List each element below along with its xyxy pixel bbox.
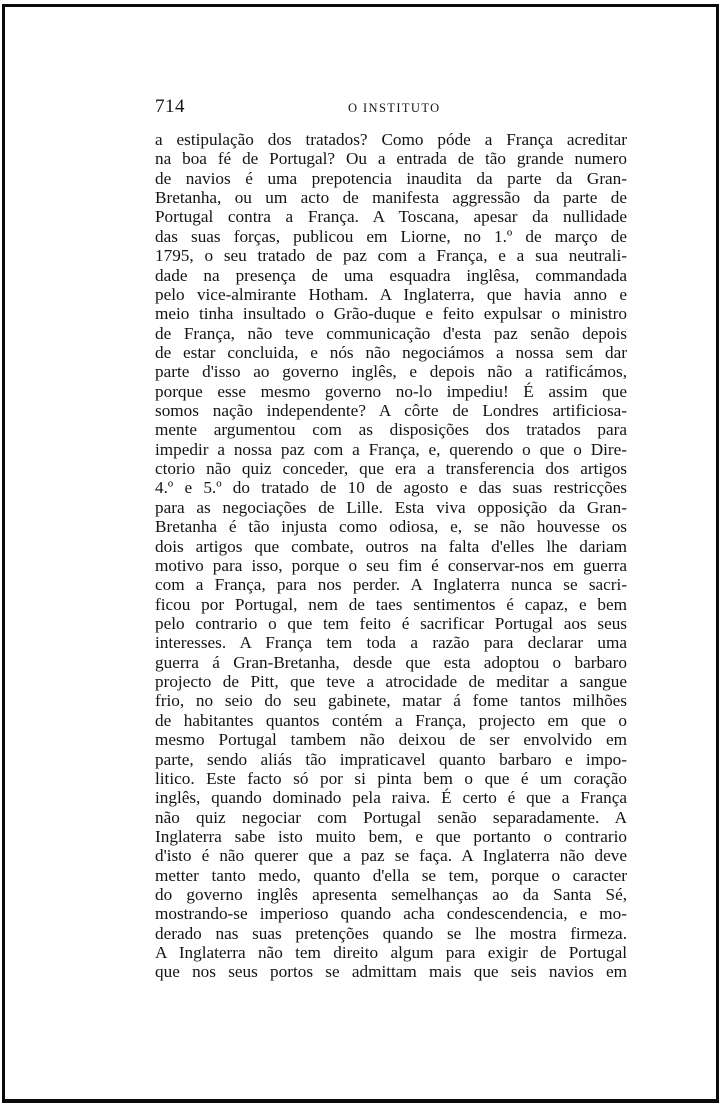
text-line: porque esse mesmo governo no-lo impediu! É assim que xyxy=(155,381,627,401)
text-line: Inglaterra sabe isto muito bem, e que portanto o contrario xyxy=(155,826,627,846)
text-line: motivo para isso, porque o seu fim é conservar-nos em guerra xyxy=(155,555,627,575)
text-line: ctorio não quiz conceder, que era a transferencia dos artigos xyxy=(155,459,627,479)
text-line: na boa fé de Portugal? Ou a entrada de tão grande numero xyxy=(155,149,627,169)
text-line: meio tinha insultado o Grão-duque e feito expulsar o ministro xyxy=(155,304,627,324)
text-line: 1795, o seu tratado de paz com a França, e a sua neutrali- xyxy=(155,246,627,266)
text-line: mesmo Portugal tambem não deixou de ser envolvido em xyxy=(155,730,627,750)
text-line: de França, não teve communicação d'esta paz senão depois xyxy=(155,323,627,343)
text-line: ficou por Portugal, nem de taes sentimentos é capaz, e bem xyxy=(155,594,627,614)
text-line: d'isto é não querer que a paz se faça. A Inglaterra não deve xyxy=(155,846,627,866)
text-line: Bretanha, ou um acto de manifesta aggressão da parte de xyxy=(155,188,627,208)
text-line: para as negociações de Lille. Esta viva opposição da Gran- xyxy=(155,497,627,517)
running-title: O INSTITUTO xyxy=(348,101,441,115)
text-line: Bretanha é tão injusta como odiosa, e, se não houvesse os xyxy=(155,517,627,537)
text-line: parte d'isso ao governo inglês, e depois não a ratificámos, xyxy=(155,362,627,382)
text-line: de habitantes quantos contém a França, projecto em que o xyxy=(155,710,627,730)
text-line: mostrando-se imperioso quando acha condescendencia, e mo- xyxy=(155,904,627,924)
text-line: mente argumentou com as disposições dos tratados para xyxy=(155,420,627,440)
text-line: com a França, para nos perder. A Inglaterra nunca se sacri- xyxy=(155,575,627,595)
text-line: parte, sendo aliás tão impraticavel quanto barbaro e impo- xyxy=(155,749,627,769)
body-text xyxy=(155,130,627,982)
text-line: litico. Este facto só por si pinta bem o que é um coração xyxy=(155,768,627,788)
text-line: impedir a nossa paz com a França, e, querendo o que o Dire- xyxy=(155,439,627,459)
text-line: a estipulação dos tratados? Como póde a França acreditar xyxy=(155,130,627,149)
text-line: frio, no seio do seu gabinete, matar á fome tantos milhões xyxy=(155,691,627,711)
text-line: guerra á Gran-Bretanha, desde que esta adoptou o barbaro xyxy=(155,652,627,672)
text-line: metter tanto medo, quanto d'ella se tem, porque o caracter xyxy=(155,865,627,885)
text-line: pelo vice-almirante Hotham. A Inglaterra, que havia anno e xyxy=(155,284,627,304)
text-line: de estar concluida, e nós não negociámos a nossa sem dar xyxy=(155,342,627,362)
text-line: interesses. A França tem toda a razão para declarar uma xyxy=(155,633,627,653)
text-line: de navios é uma prepotencia inaudita da parte da Gran- xyxy=(155,168,627,188)
text-line: Portugal contra a França. A Toscana, apesar da nullidade xyxy=(155,207,627,227)
text-line: não quiz negociar com Portugal senão separadamente. A xyxy=(155,807,627,827)
text-line: dois artigos que combate, outros na falta d'elles lhe dariam xyxy=(155,536,627,556)
text-line: do governo inglês apresenta semelhanças ao da Santa Sé, xyxy=(155,885,627,905)
text-line: inglês, quando dominado pela raiva. É certo é que a França xyxy=(155,788,627,808)
text-line: das suas forças, publicou em Liorne, no 1.º de março de xyxy=(155,226,627,246)
text-line: 4.º e 5.º do tratado de 10 de agosto e das suas restricções xyxy=(155,478,627,498)
page-number: 714 xyxy=(155,96,185,117)
page-header xyxy=(155,96,625,120)
text-line: pelo contrario o que tem feito é sacrificar Portugal aos seus xyxy=(155,613,627,633)
text-line: dade na presença de uma esquadra inglêsa, commandada xyxy=(155,265,627,285)
text-line: somos nação independente? A côrte de Londres artificiosa- xyxy=(155,401,627,421)
text-line: projecto de Pitt, que teve a atrocidade de meditar a sangue xyxy=(155,672,627,692)
text-line: derado nas suas pretenções quando se lhe mostra firmeza. xyxy=(155,923,627,943)
text-line: que nos seus portos se admittam mais que seis navios em xyxy=(155,962,627,982)
text-line: A Inglaterra não tem direito algum para exigir de Portugal xyxy=(155,943,627,963)
